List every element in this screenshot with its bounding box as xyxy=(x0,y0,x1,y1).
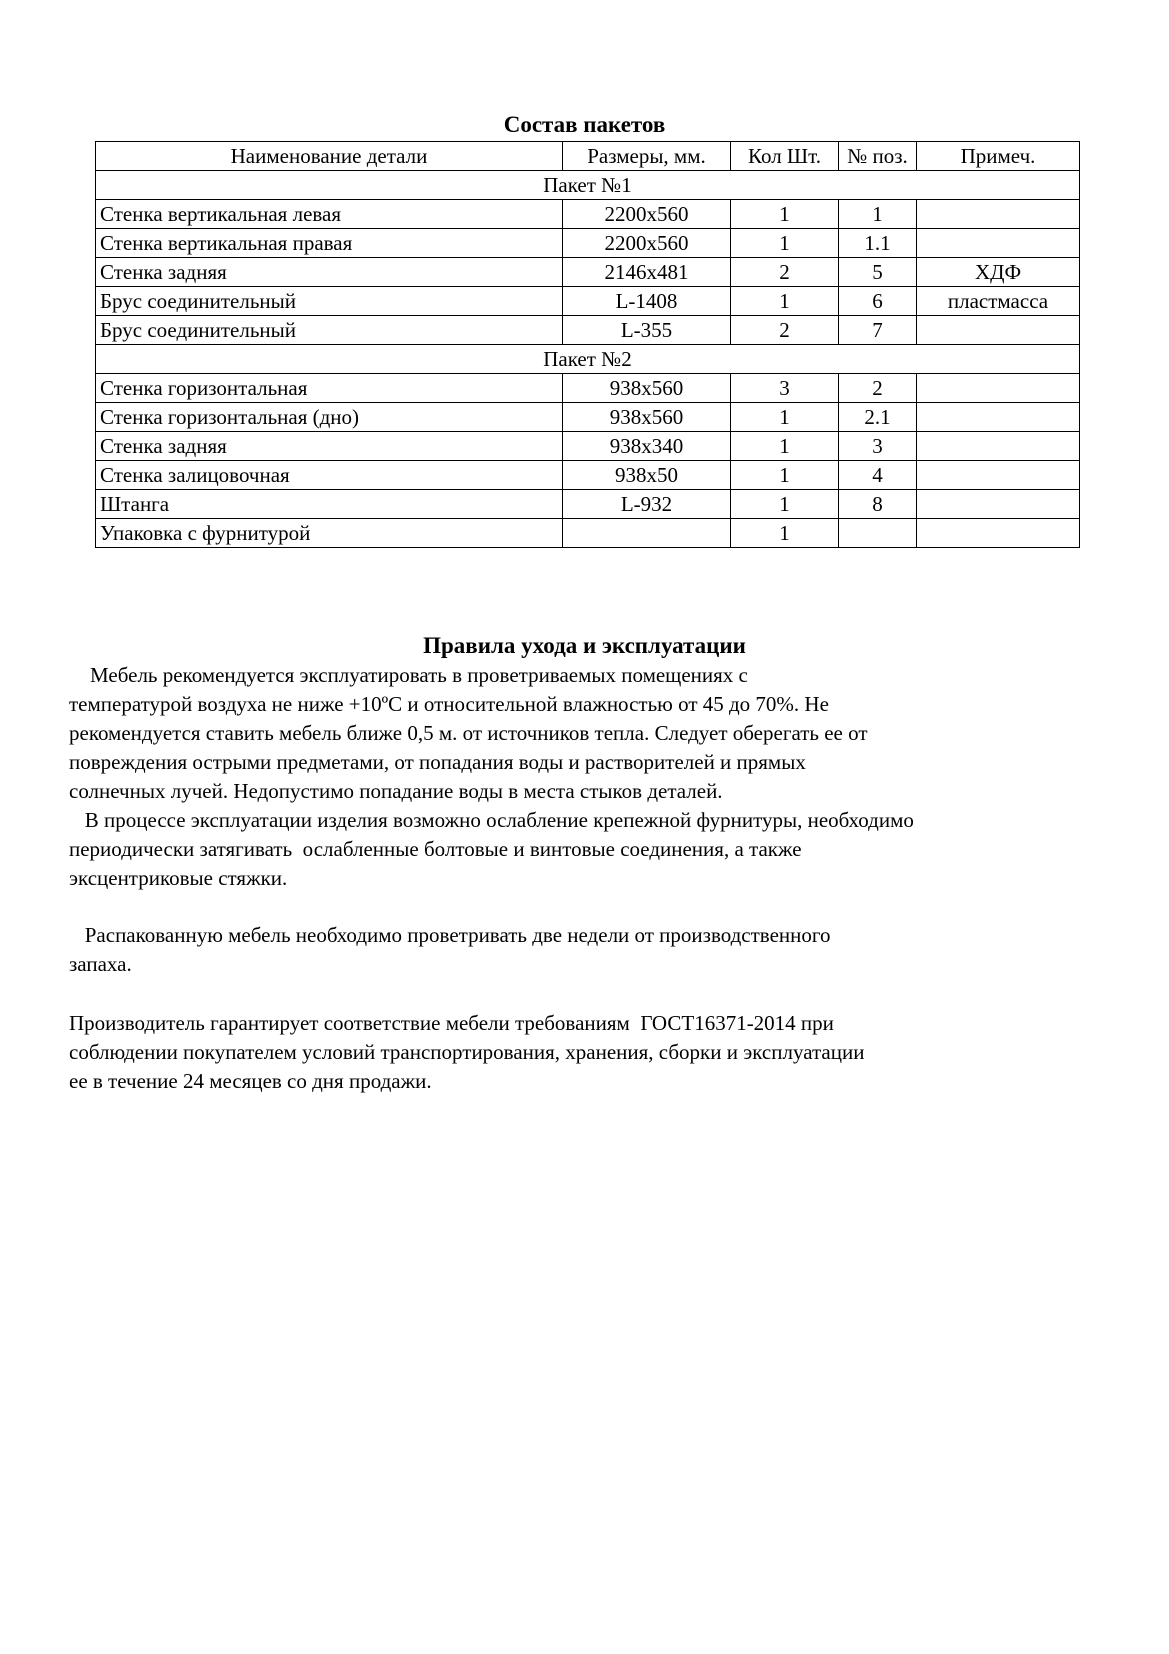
part-qty: 1 xyxy=(731,403,839,432)
paragraph-line: Мебель рекомендуется эксплуатировать в проветриваемых помещениях с xyxy=(69,663,748,687)
part-pos: 7 xyxy=(839,316,917,345)
header-note: Примеч. xyxy=(917,142,1080,171)
part-name: Штанга xyxy=(96,490,563,519)
part-name: Брус соединительный xyxy=(96,287,563,316)
paragraph-line: эксцентриковые стяжки. xyxy=(69,866,288,890)
part-qty: 1 xyxy=(731,200,839,229)
part-qty: 1 xyxy=(731,287,839,316)
paragraph-line: Производитель гарантирует соответствие мебели требованиям ГОСТ16371-2014 при xyxy=(69,1011,834,1035)
part-note: пластмасса xyxy=(917,287,1080,316)
paragraph-line: температурой воздуха не ниже +10ºС и относительной влажностью от 45 до 70%. Не xyxy=(69,692,829,716)
paragraph-line: ее в течение 24 месяцев со дня продажи. xyxy=(69,1069,432,1093)
table-row xyxy=(96,374,1080,403)
table-header-row xyxy=(96,142,1080,171)
packet-group-row xyxy=(96,345,1080,374)
header-size: Размеры, мм. xyxy=(563,142,731,171)
part-name: Стенка задняя xyxy=(96,432,563,461)
part-pos: 1.1 xyxy=(839,229,917,258)
table-row xyxy=(96,403,1080,432)
header-pos: № поз. xyxy=(839,142,917,171)
part-size: L-932 xyxy=(563,490,731,519)
care-paragraph-3 xyxy=(69,921,1129,979)
part-pos xyxy=(839,519,917,548)
part-qty: 1 xyxy=(731,432,839,461)
paragraph-line: Распакованную мебель необходимо проветривать две недели от производственного xyxy=(69,923,831,947)
part-pos: 1 xyxy=(839,200,917,229)
table-row xyxy=(96,519,1080,548)
part-qty: 1 xyxy=(731,490,839,519)
header-name: Наименование детали xyxy=(96,142,563,171)
part-note xyxy=(917,374,1080,403)
part-note xyxy=(917,200,1080,229)
table-row xyxy=(96,461,1080,490)
part-size: 938x560 xyxy=(563,403,731,432)
packet-group-row xyxy=(96,171,1080,200)
part-pos: 4 xyxy=(839,461,917,490)
part-qty: 1 xyxy=(731,519,839,548)
paragraph-line: В процессе эксплуатации изделия возможно ослабление крепежной фурнитуры, необходимо xyxy=(69,808,914,832)
part-size: 2146x481 xyxy=(563,258,731,287)
part-size: 938x50 xyxy=(563,461,731,490)
table-title: Состав пакетов xyxy=(503,112,666,137)
packet-group-label: Пакет №1 xyxy=(96,171,1080,200)
part-name: Стенка залицовочная xyxy=(96,461,563,490)
part-note xyxy=(917,403,1080,432)
part-name: Стенка горизонтальная (дно) xyxy=(96,403,563,432)
packet-group-label: Пакет №2 xyxy=(96,345,1080,374)
part-note xyxy=(917,432,1080,461)
table-row xyxy=(96,200,1080,229)
part-size xyxy=(563,519,731,548)
part-note xyxy=(917,490,1080,519)
part-pos: 6 xyxy=(839,287,917,316)
part-pos: 2.1 xyxy=(839,403,917,432)
packets-table-body xyxy=(96,171,1080,548)
table-row xyxy=(96,432,1080,461)
part-qty: 2 xyxy=(731,258,839,287)
part-note: ХДФ xyxy=(917,258,1080,287)
paragraph-line: соблюдении покупателем условий транспортирования, хранения, сборки и эксплуатации xyxy=(69,1040,865,1064)
part-note xyxy=(917,316,1080,345)
part-name: Брус соединительный xyxy=(96,316,563,345)
care-paragraph-4 xyxy=(69,1009,1129,1096)
part-size: L-1408 xyxy=(563,287,731,316)
table-row xyxy=(96,229,1080,258)
paragraph-line: повреждения острыми предметами, от попадания воды и растворителей и прямых xyxy=(69,750,806,774)
part-size: 2200x560 xyxy=(563,229,731,258)
care-title: Правила ухода и эксплуатации xyxy=(423,633,746,658)
part-qty: 1 xyxy=(731,229,839,258)
part-qty: 3 xyxy=(731,374,839,403)
paragraph-line: периодически затягивать ослабленные болтовые и винтовые соединения, а также xyxy=(69,837,802,861)
part-name: Стенка вертикальная левая xyxy=(96,200,563,229)
part-pos: 8 xyxy=(839,490,917,519)
part-name: Стенка вертикальная правая xyxy=(96,229,563,258)
part-name: Стенка задняя xyxy=(96,258,563,287)
part-size: 2200x560 xyxy=(563,200,731,229)
part-note xyxy=(917,519,1080,548)
part-size: 938x340 xyxy=(563,432,731,461)
part-note xyxy=(917,461,1080,490)
paragraph-line: рекомендуется ставить мебель ближе 0,5 м. от источников тепла. Следует оберегать ее от xyxy=(69,721,868,745)
part-qty: 1 xyxy=(731,461,839,490)
paragraph-line: запаха. xyxy=(69,952,132,976)
packets-table xyxy=(95,141,1080,548)
part-size: L-355 xyxy=(563,316,731,345)
part-pos: 2 xyxy=(839,374,917,403)
part-pos: 3 xyxy=(839,432,917,461)
part-pos: 5 xyxy=(839,258,917,287)
paragraph-line: солнечных лучей. Недопустимо попадание воды в места стыков деталей. xyxy=(69,779,723,803)
table-row xyxy=(96,316,1080,345)
part-note xyxy=(917,229,1080,258)
header-qty: Кол Шт. xyxy=(731,142,839,171)
part-name: Стенка горизонтальная xyxy=(96,374,563,403)
part-qty: 2 xyxy=(731,316,839,345)
care-paragraph-1 xyxy=(69,661,1129,806)
table-row xyxy=(96,490,1080,519)
table-row xyxy=(96,258,1080,287)
part-name: Упаковка с фурнитурой xyxy=(96,519,563,548)
care-paragraph-2 xyxy=(69,806,1129,893)
part-size: 938x560 xyxy=(563,374,731,403)
table-row xyxy=(96,287,1080,316)
